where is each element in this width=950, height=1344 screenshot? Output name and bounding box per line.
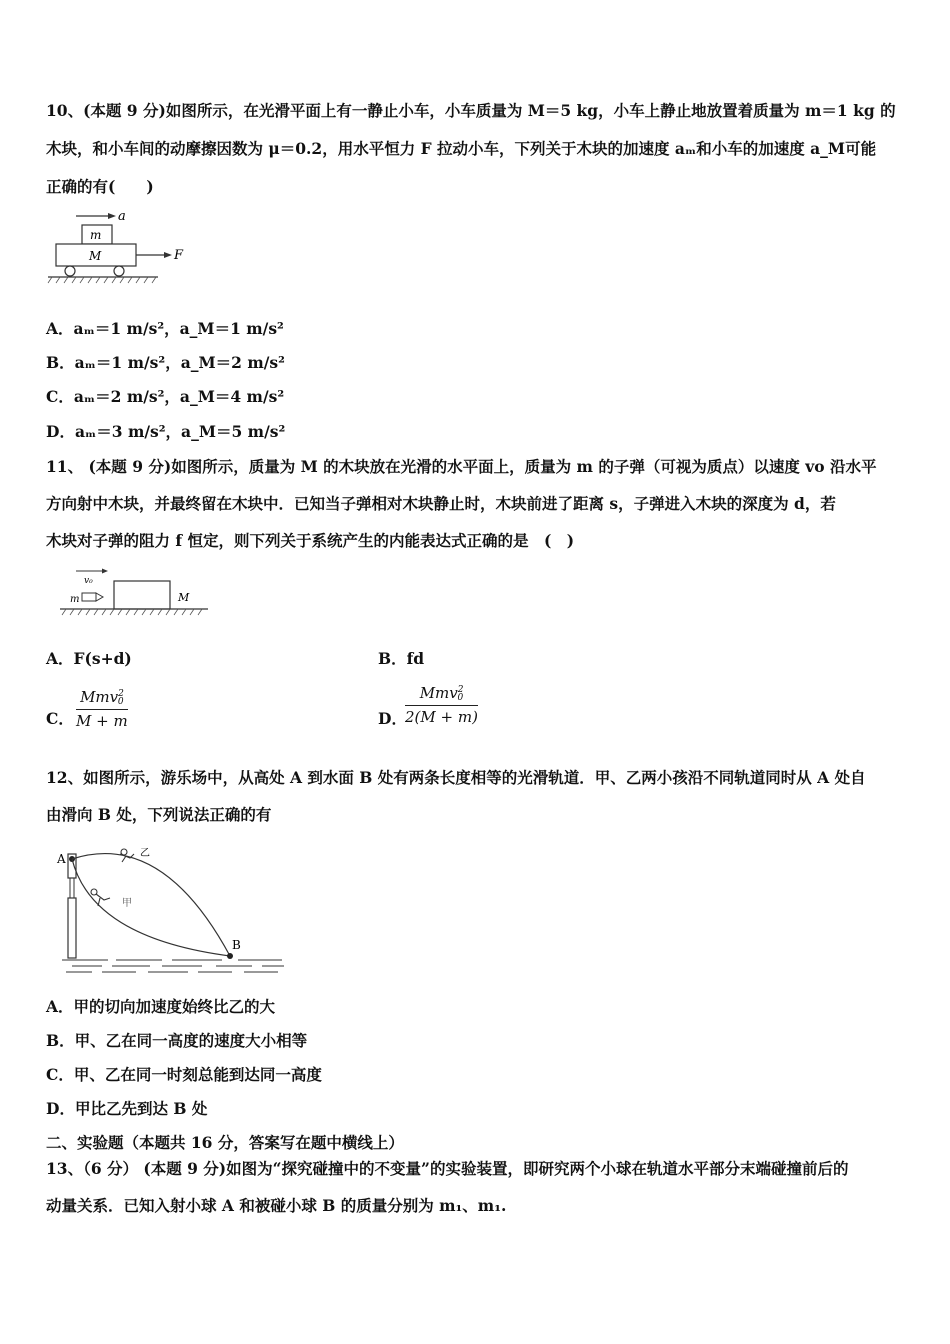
q11-option-d-formula[interactable]: Mmv$^2_0$ 2(M + m) <box>405 684 478 726</box>
label-A: A <box>57 852 66 866</box>
q12-option-b[interactable]: B．甲、乙在同一高度的速度大小相等 <box>46 1031 308 1050</box>
section-2-heading: 二、实验题（本题共 16 分，答案写在题中横线上） <box>46 1133 404 1152</box>
q10-cart-figure <box>46 205 196 287</box>
q12-option-a[interactable]: A．甲的切向加速度始终比乙的大 <box>46 997 276 1016</box>
q13-text-line-2: 动量关系．已知入射小球 A 和被碰小球 B 的质量分别为 m₁、m₁. <box>46 1196 507 1215</box>
track-yi <box>72 854 230 956</box>
ground-hatch <box>48 277 156 283</box>
q10-option-a[interactable]: A．aₘ＝1 m/s²，a_M＝1 m/s² <box>46 319 284 338</box>
point-B <box>227 953 233 959</box>
q10-text-line-3: 正确的有( ) <box>46 177 154 196</box>
wheel-left <box>65 266 75 276</box>
wheel-right <box>114 266 124 276</box>
q11-option-a[interactable]: A．F(s+d) <box>46 649 132 668</box>
q10-text-line-1: 10、(本题 9 分)如图所示，在光滑平面上有一静止小车，小车质量为 M＝5 kg，小车上静止地放置着质量为 m＝1 kg 的 <box>46 101 896 120</box>
q12-text-line-2: 由滑向 B 处，下列说法正确的有 <box>46 805 272 824</box>
label-F: F <box>174 248 184 263</box>
q10-option-c[interactable]: C．aₘ＝2 m/s²，a_M＝4 m/s² <box>46 387 285 406</box>
q11-option-c-label[interactable]: C． <box>46 709 74 728</box>
water-surface <box>62 960 284 972</box>
q11-option-d-label[interactable]: D． <box>378 709 407 728</box>
q10-text-line-2: 木块，和小车间的动摩擦因数为 μ＝0.2，用水平恒力 F 拉动小车，下列关于木块的加速度 aₘ和小车的加速度 a_M可能 <box>46 139 877 158</box>
child-jia <box>91 889 110 906</box>
q12-text-line-1: 12、如图所示，游乐场中，从高处 A 到水面 B 处有两条长度相等的光滑轨道．甲、乙两小孩沿不同轨道同时从 A 处自 <box>46 768 866 787</box>
q12-slide-figure <box>52 838 288 980</box>
label-a: a <box>118 209 126 224</box>
q11-option-c-formula[interactable]: Mmv$^2_0$ M + m <box>76 688 128 730</box>
label-yi: 乙 <box>140 848 150 859</box>
ground-hatch <box>62 609 202 615</box>
label-v0: v₀ <box>84 576 93 586</box>
label-B: B <box>232 938 241 952</box>
q12-option-c[interactable]: C．甲、乙在同一时刻总能到达同一高度 <box>46 1065 322 1084</box>
q13-text-line-1: 13、（6 分） (本题 9 分)如图为“探究碰撞中的不变量”的实验装置，即研究两个小球在轨道水平部分末端碰撞前后的 <box>46 1159 849 1178</box>
tower-post <box>68 898 76 958</box>
q11-text-line-1: 11、 (本题 9 分)如图所示，质量为 M 的木块放在光滑的水平面上，质量为 m 的子弹（可视为质点）以速度 vo 沿水平 <box>46 457 877 476</box>
q12-option-d[interactable]: D．甲比乙先到达 B 处 <box>46 1099 208 1118</box>
label-jia: 甲 <box>122 898 132 909</box>
block-M <box>114 581 170 609</box>
label-m: m <box>70 594 80 605</box>
label-m: m <box>90 228 102 242</box>
bullet <box>82 593 96 601</box>
q11-bullet-figure <box>58 565 218 623</box>
q11-text-line-2: 方向射中木块，并最终留在木块中．已知当子弹相对木块静止时，木块前进了距离 s，子弹进入木块的深度为 d，若 <box>46 494 836 513</box>
q10-option-b[interactable]: B．aₘ＝1 m/s²，a_M＝2 m/s² <box>46 353 285 372</box>
q11-option-b[interactable]: B．fd <box>378 649 425 668</box>
label-M: M <box>178 591 190 604</box>
track-jia <box>72 859 230 956</box>
q10-option-d[interactable]: D．aₘ＝3 m/s²，a_M＝5 m/s² <box>46 422 286 441</box>
label-M: M <box>89 249 102 263</box>
q11-text-line-3: 木块对子弹的阻力 f 恒定，则下列关于系统产生的内能表达式正确的是 ( ) <box>46 531 575 550</box>
